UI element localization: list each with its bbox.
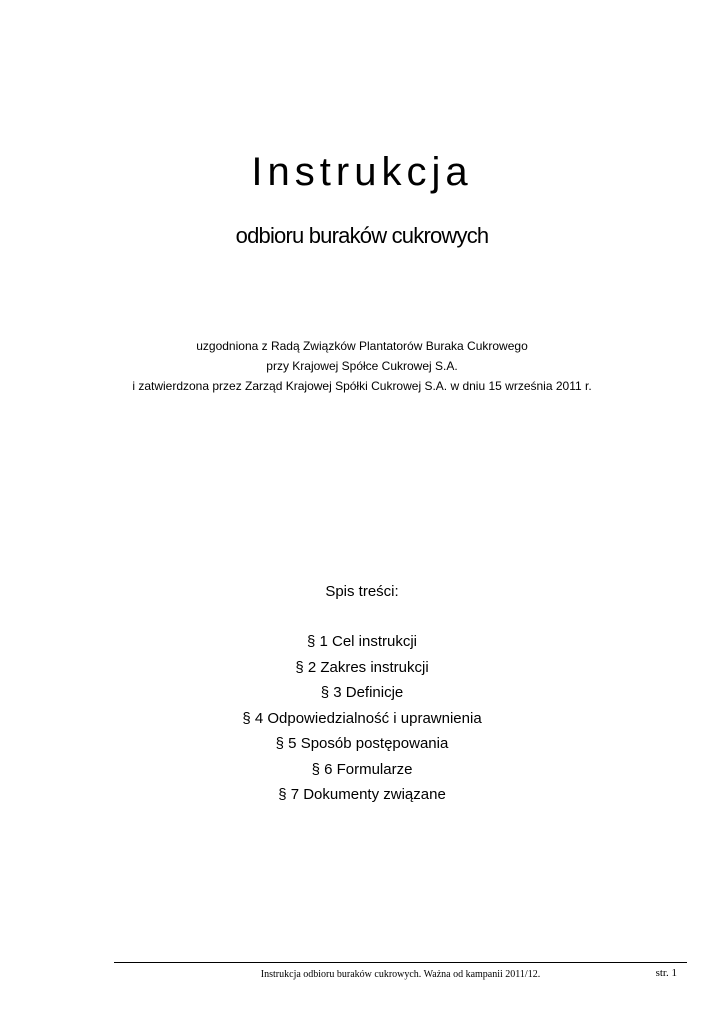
toc-item-3: § 3 Definicje — [320, 684, 404, 701]
document-title: Instrukcja — [251, 150, 473, 194]
document-subtitle: odbioru buraków cukrowych — [235, 223, 489, 248]
page-number: str. 1 — [655, 967, 677, 979]
toc-item-4: § 4 Odpowiedzialność i uprawnienia — [242, 709, 482, 727]
approval-note — [0, 336, 724, 396]
toc-heading: Spis treści: — [325, 583, 399, 600]
table-of-contents — [0, 629, 724, 808]
toc-item-1: § 1 Cel instrukcji — [306, 633, 418, 650]
footer-text: Instrukcja odbioru buraków cukrowych. Ważna od kampanii 2011/12. — [260, 969, 541, 980]
approval-line: przy Krajowej Spółce Cukrowej S.A. — [266, 359, 458, 373]
toc-item-2: § 2 Zakres instrukcji — [295, 658, 429, 676]
toc-item-7: § 7 Dokumenty związane — [278, 786, 446, 803]
toc-item-6: § 6 Formularze — [311, 760, 413, 778]
footer-divider — [114, 962, 687, 963]
toc-item-5: § 5 Sposób postępowania — [275, 735, 449, 752]
approval-line: i zatwierdzona przez Zarząd Krajowej Spółki Cukrowej S.A. w dniu 15 września 2011 r. — [132, 379, 592, 393]
approval-line: uzgodniona z Radą Związków Plantatorów Buraka Cukrowego — [196, 339, 528, 353]
